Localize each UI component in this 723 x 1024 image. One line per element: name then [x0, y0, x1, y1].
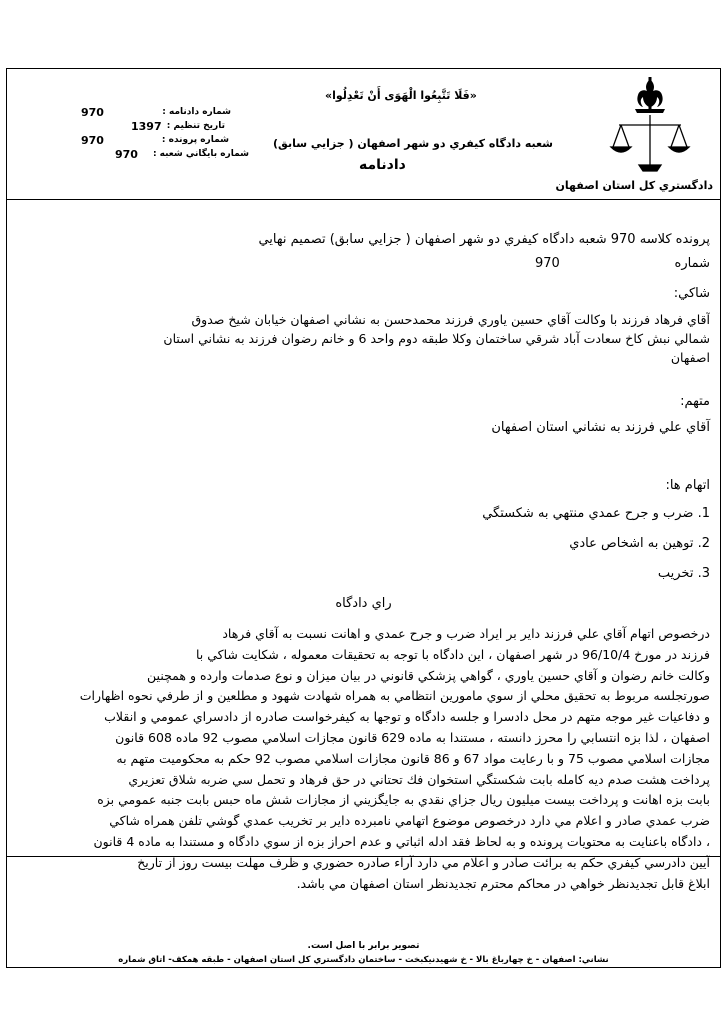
case-line: پرونده كلاسه 970 شعبه دادگاه كيفري دو شهر اصفهان ( جزايي سابق) تصميم نهايي — [258, 232, 710, 247]
case-number-line-label: شماره — [674, 256, 710, 271]
verdict-line: ابلاغ قابل تجديدنظر خواهي در محاكم محترم تجديدنظر استان اصفهان مي باشد. — [296, 875, 710, 891]
verdict-line: آيين دادرسي كيفري حكم به برائت صادر و اعلام مي دارد آراء صادره حضوري و ظرف مهلت بيست روز از تاريخ — [137, 854, 710, 870]
complainant-line: اصفهان — [670, 350, 710, 365]
document-header — [7, 69, 720, 200]
complainant-line: آقاي فرهاد فرزند با وكالت آقاي حسين ياوري فرزند محمدحسن به نشاني اصفهان خيابان شيخ صدوق — [191, 312, 710, 327]
case-number-line-value: 970 — [535, 256, 560, 271]
case-number-label: شماره پرونده : — [161, 135, 229, 145]
court-line: شعبه دادگاه كيفري دو شهر اصفهان ( جزايي سابق) — [273, 137, 553, 150]
archive-number-label: شماره بايگاني شعبه : — [152, 149, 249, 159]
iran-emblem-icon — [635, 77, 665, 113]
charges-heading: اتهام ها: — [665, 478, 710, 493]
archive-number: 970 — [115, 148, 138, 161]
verdict-line: درخصوص اتهام آقاي علي فرزند داير بر ايراد ضرب و جرح عمدي و اهانت نسبت به آقاي فرهاد — [222, 626, 710, 641]
charge-item: 3. تخريب — [657, 566, 710, 581]
charge-item: 2. توهين به اشخاص عادي — [569, 536, 710, 551]
verdict-line: ضرب عمدي صادر و اعلام مي دارد درخصوص موضوع اتهامي نامبرده داير بر تخريب عمدي گوشي تلفن همراه شاكي — [109, 813, 710, 829]
date-value: 1397 — [131, 120, 162, 133]
org-name: دادگستري كل استان اصفهان — [555, 179, 713, 192]
verdict-line: فرزند در مورخ 96/10/4 در شهر اصفهان ، اين دادگاه با توجه به تحقيقات معموله ، شكايت شاكي با — [195, 646, 710, 662]
document-body — [7, 200, 720, 891]
verdict-number-label: شماره دادنامه : — [162, 107, 231, 117]
verdict-line: پرداخت هشت صدم ديه كامله بابت شكستگي استخوان فك تحتاني در حق فرهاد و تحمل سي ضربه شلاق تعزيري — [128, 771, 710, 787]
emblem-logo — [605, 73, 695, 185]
verdict-line: ، دادگاه باعنايت به محتويات پرونده و به لحاظ فقد ادله اثباتي و عدم احراز بزه از سوي دادگاه و مستندا به ماده 4 قانون — [93, 833, 710, 849]
document-title: دادنامه — [359, 157, 406, 173]
verdict-number: 970 — [81, 106, 104, 119]
copy-note: تصوير برابر با اصل است. — [307, 941, 420, 951]
scales-of-justice-icon — [611, 115, 689, 171]
footer-address: نشاني: اصفهان - خ چهارباغ بالا - خ شهيدنيكبخت - ساختمان دادگستري كل استان اصفهان - طبقه همكف- اتاق شماره — [118, 955, 609, 965]
complainant-block — [17, 310, 710, 367]
accused-heading: متهم: — [680, 394, 710, 409]
verdict-line: مجازات اسلامي مصوب 75 و با رعايت مواد 67 و 86 قانون مجازات اسلامي مصوب 92 حكم به محكوميت متهم به — [116, 750, 710, 766]
verdict-heading: راي دادگاه — [335, 596, 392, 611]
quran-verse: «فَلَا تَتَّبِعُوا الْهَوَى أَنْ تَعْدِلُوا» — [325, 89, 477, 102]
verdict-block — [17, 624, 710, 894]
verdict-line: صورتجلسه مربوط به تحقيق محلي از سوي مامورين انتظامي به همراه شهادت شهود و مطلعين و از طرفي نحوه اظهارات — [79, 688, 710, 704]
verdict-line: بابت بزه اهانت و پرداخت بيست ميليون ريال جزاي نقدي به جايگزيني از مجازات شش ماه حبس بابت جنبه عمومي بزه — [97, 792, 710, 808]
verdict-line: وكالت خانم رضوان و آقاي حسين ياوري ، گواهي پزشكي قانوني در بيان ميزان و نوع صدمات وارده و همچنين — [147, 667, 710, 683]
verdict-line: و دفاعيات غير موجه متهم در محل دادسرا و جلسه دادگاه و توجها به كيفرخواست صادره از دادسراي عمومي و انقلاب — [104, 709, 710, 725]
document-frame — [6, 68, 721, 968]
date-label: تاريخ تنظيم : — [166, 121, 225, 131]
complainant-heading: شاكي: — [673, 286, 710, 301]
charge-item: 1. ضرب و جرح عمدي منتهي به شكستگي — [482, 506, 710, 521]
verdict-line: اصفهان ، لذا بزه انتسابي را محرز دانسته ، مستندا به ماده 629 قانون مجازات اسلامي مصوب 92 ماده 608 قانون — [115, 729, 710, 745]
accused-line: آقاي علي فرزند به نشاني استان اصفهان — [491, 420, 710, 435]
complainant-line: شمالي نبش كاخ سعادت آباد شرقي ساختمان وكلا طبقه دوم واحد 6 و خانم رضوان فرزند به نشاني استان — [163, 331, 710, 346]
case-number: 970 — [81, 134, 104, 147]
